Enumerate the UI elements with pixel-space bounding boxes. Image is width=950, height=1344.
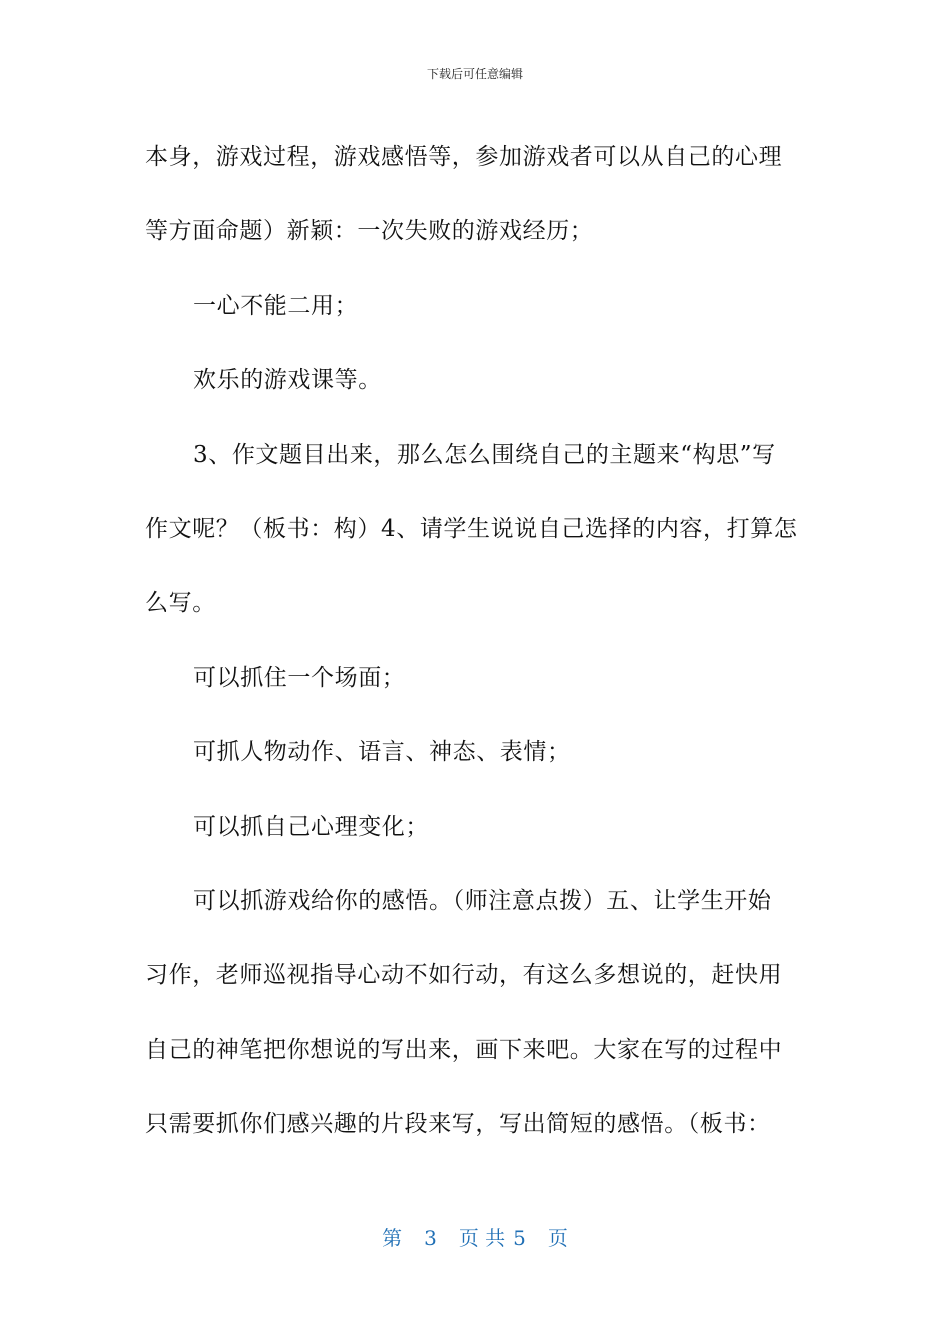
paragraph: 可以抓自己心理变化； (193, 813, 429, 840)
paragraph: 自己的神笔把你想说的写出来，画下来吧。大家在写的过程中 (145, 1036, 783, 1063)
footer-prefix: 第 (382, 1226, 403, 1250)
paragraph: 3、作文题目出来，那么怎么围绕自己的主题来“构思”写 (193, 441, 776, 468)
paragraph: 可抓人物动作、语言、神态、表情； (193, 739, 571, 766)
paragraph: 本身，游戏过程，游戏感悟等，参加游戏者可以从自己的心理 (145, 144, 783, 170)
footer-page-number: 3 (424, 1226, 437, 1250)
page-footer (0, 1224, 950, 1252)
paragraph: 可以抓住一个场面； (193, 664, 406, 691)
document-body (145, 120, 810, 1162)
paragraph: 等方面命题）新颖：一次失败的游戏经历； (145, 218, 594, 245)
paragraph: 习作，老师巡视指导心动不如行动，有这么多想说的，赶快用 (145, 962, 783, 989)
footer-page-total: 5 (513, 1226, 526, 1250)
footer-middle: 页 共 (458, 1226, 506, 1250)
paragraph: 只需要抓你们感兴趣的片段来写，写出简短的感悟。（板书： (145, 1111, 771, 1138)
footer-suffix: 页 (547, 1226, 568, 1250)
paragraph: 可以抓游戏给你的感悟。（师注意点拨）五、让学生开始 (193, 888, 772, 915)
paragraph: 么写。 (145, 590, 216, 617)
paragraph: 一心不能二用； (193, 292, 359, 319)
paragraph: 欢乐的游戏课等。 (193, 367, 382, 394)
page-header: 下载后可任意编辑 (426, 67, 523, 81)
paragraph: 作文呢？（板书：构）4、请学生说说自己选择的内容，打算怎 (145, 516, 798, 543)
